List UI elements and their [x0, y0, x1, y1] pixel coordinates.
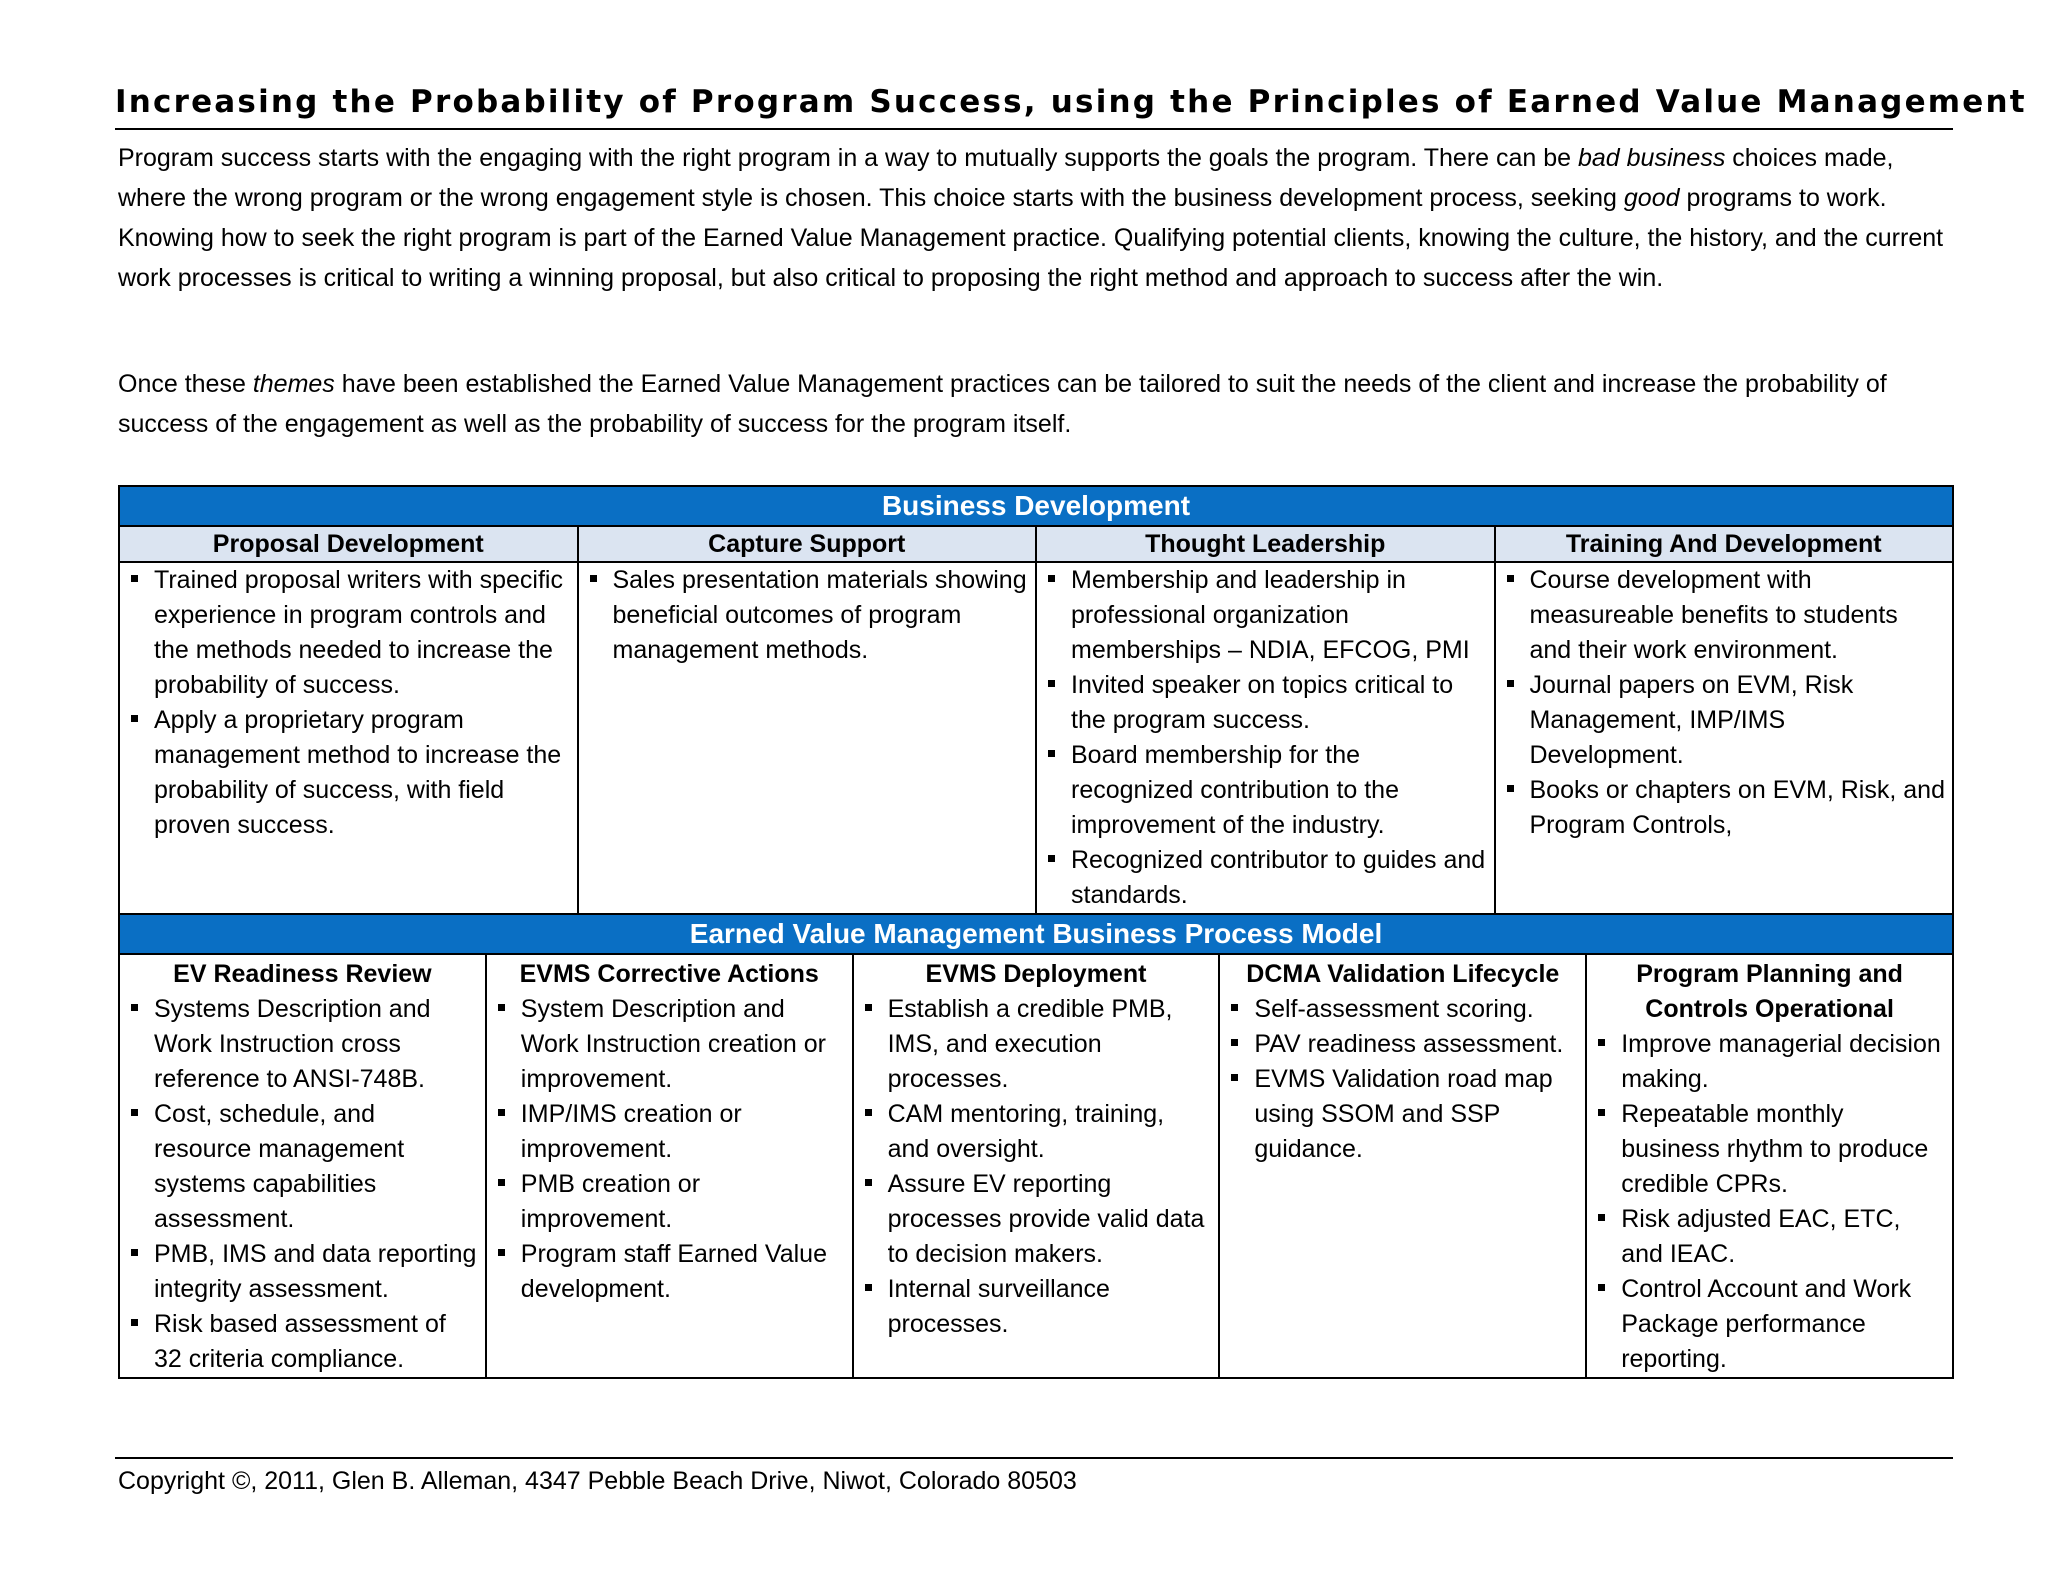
list-item: System Description and Work Instruction creation or improvement. — [495, 992, 846, 1097]
business-development-header: Business Development — [119, 486, 1953, 526]
evms-corrective-actions-list — [487, 992, 852, 1307]
page-title: Increasing the Probability of Program Success, using the Principles of Earned Value Management — [115, 84, 2027, 120]
capture-support-heading: Capture Support — [578, 526, 1037, 562]
list-item: PMB creation or improvement. — [495, 1167, 846, 1237]
intro-paragraph-1 — [118, 138, 1958, 298]
list-item: Improve managerial decision making. — [1595, 1027, 1946, 1097]
program-planning-controls-list — [1587, 1027, 1952, 1377]
business-development-table — [118, 485, 1954, 915]
list-item: Invited speaker on topics critical to the program success. — [1045, 668, 1488, 738]
thought-leadership-cell — [1036, 562, 1495, 914]
list-item: IMP/IMS creation or improvement. — [495, 1097, 846, 1167]
ev-readiness-review-list — [120, 992, 485, 1377]
evm-process-model-table — [118, 913, 1954, 1379]
copyright-footer: Copyright ©, 2011, Glen B. Alleman, 4347 Pebble Beach Drive, Niwot, Colorado 80503 — [118, 1467, 1077, 1495]
list-item: Trained proposal writers with specific experience in program controls and the methods needed to increase the probability of success. — [128, 563, 571, 703]
intro-p2-emphasis-themes: themes — [252, 370, 335, 398]
list-item: Board membership for the recognized contribution to the improvement of the industry. — [1045, 738, 1488, 843]
list-item: PMB, IMS and data reporting integrity assessment. — [128, 1237, 479, 1307]
list-item: Risk adjusted EAC, ETC, and IEAC. — [1595, 1202, 1946, 1272]
list-item: Repeatable monthly business rhythm to produce credible CPRs. — [1595, 1097, 1946, 1202]
list-item: Membership and leadership in professional organization memberships – NDIA, EFCOG, PMI — [1045, 563, 1488, 668]
program-planning-controls-cell — [1586, 954, 1953, 1378]
evms-deployment-heading: EVMS Deployment — [925, 960, 1147, 988]
list-item: Books or chapters on EVM, Risk, and Program Controls, — [1504, 773, 1947, 843]
list-item: CAM mentoring, training, and oversight. — [862, 1097, 1213, 1167]
evms-corrective-actions-heading: EVMS Corrective Actions — [519, 960, 819, 988]
list-item: Apply a proprietary program management method to increase the probability of success, with field proven success. — [128, 703, 571, 843]
capture-support-list — [579, 563, 1036, 668]
program-planning-controls-heading: Program Planning and Controls Operational — [1636, 960, 1903, 1023]
dcma-validation-lifecycle-cell — [1219, 954, 1586, 1378]
training-and-development-cell — [1495, 562, 1954, 914]
proposal-development-list — [120, 563, 577, 843]
proposal-development-heading: Proposal Development — [119, 526, 578, 562]
list-item: Journal papers on EVM, Risk Management, IMP/IMS Development. — [1504, 668, 1947, 773]
proposal-development-cell — [119, 562, 578, 914]
intro-p2-text-a: Once these — [118, 370, 253, 398]
list-item: Sales presentation materials showing beneficial outcomes of program management methods. — [587, 563, 1030, 668]
evms-corrective-actions-cell — [486, 954, 853, 1378]
ev-readiness-review-cell — [119, 954, 486, 1378]
intro-p1-emphasis-good: good — [1623, 184, 1680, 212]
thought-leadership-list — [1037, 563, 1494, 913]
list-item: Assure EV reporting processes provide valid data to decision makers. — [862, 1167, 1213, 1272]
list-item: Control Account and Work Package performance reporting. — [1595, 1272, 1946, 1377]
evms-deployment-cell — [853, 954, 1220, 1378]
list-item: Program staff Earned Value development. — [495, 1237, 846, 1307]
list-item: Risk based assessment of 32 criteria compliance. — [128, 1307, 479, 1377]
footer-rule — [115, 1457, 1953, 1459]
list-item: Internal surveillance processes. — [862, 1272, 1213, 1342]
evm-process-model-header: Earned Value Management Business Process Model — [119, 914, 1953, 954]
title-rule — [115, 128, 1953, 130]
evms-deployment-list — [854, 992, 1219, 1342]
intro-p1-emphasis-bad-business: bad business — [1578, 144, 1726, 172]
ev-readiness-review-heading: EV Readiness Review — [173, 960, 432, 988]
intro-p2-text-c: have been established the Earned Value Management practices can be tailored to suit the needs of the client and increase the probability of success of the engagement as well as the probability of success for the program itself. — [118, 370, 1887, 438]
list-item: Self-assessment scoring. — [1228, 992, 1579, 1027]
list-item: PAV readiness assessment. — [1228, 1027, 1579, 1062]
thought-leadership-heading: Thought Leadership — [1036, 526, 1495, 562]
list-item: Systems Description and Work Instruction cross reference to ANSI-748B. — [128, 992, 479, 1097]
list-item: Establish a credible PMB, IMS, and execution processes. — [862, 992, 1213, 1097]
dcma-validation-lifecycle-heading: DCMA Validation Lifecycle — [1246, 960, 1560, 988]
dcma-validation-lifecycle-list — [1220, 992, 1585, 1167]
capture-support-cell — [578, 562, 1037, 914]
list-item: Course development with measureable benefits to students and their work environment. — [1504, 563, 1947, 668]
training-and-development-list — [1496, 563, 1953, 843]
list-item: EVMS Validation road map using SSOM and SSP guidance. — [1228, 1062, 1579, 1167]
intro-paragraph-2 — [118, 364, 1958, 444]
list-item: Recognized contributor to guides and standards. — [1045, 843, 1488, 913]
training-and-development-heading: Training And Development — [1495, 526, 1954, 562]
list-item: Cost, schedule, and resource management systems capabilities assessment. — [128, 1097, 479, 1237]
intro-p1-text-e: programs to work. Knowing how to seek the right program is part of the Earned Value Management practice. Qualifying potential clients, knowing the culture, the history, and the current work processes is critical to writing a winning proposal, but also critical to proposing the right method and approach to success after the win. — [118, 184, 1944, 292]
intro-p1-text-c: choices made, where the wrong program or the wrong engagement style is chosen. This choice starts with the business development process, seeking — [118, 144, 1894, 212]
intro-p1-text-a: Program success starts with the engaging with the right program in a way to mutually supports the goals the program. There can be — [118, 144, 1578, 172]
